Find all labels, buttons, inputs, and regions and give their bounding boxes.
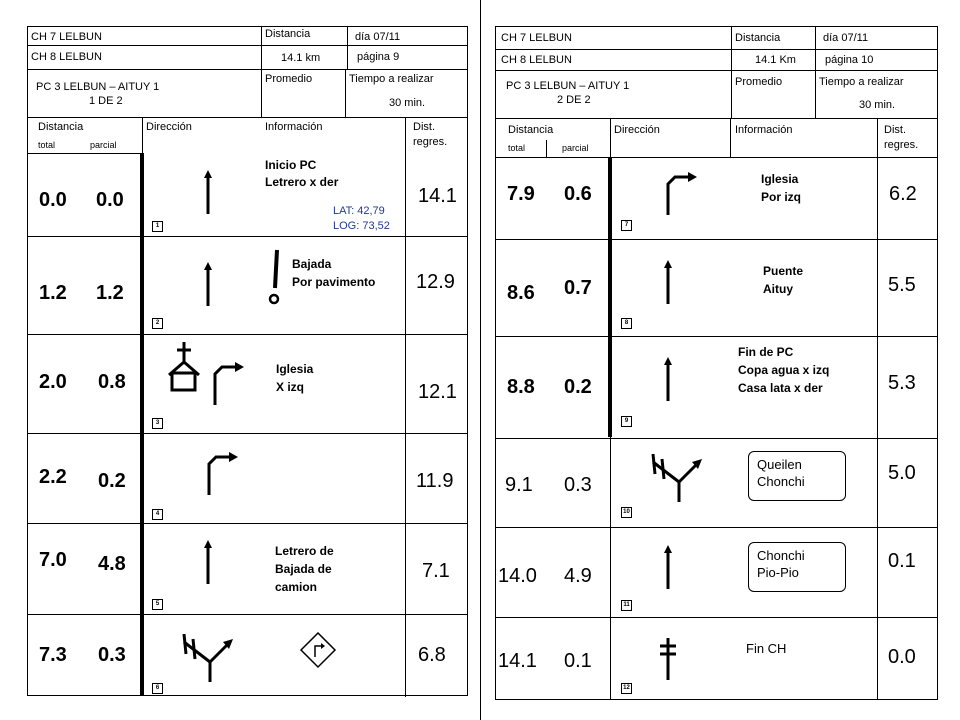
- dia-label: día 07/11: [823, 32, 869, 44]
- total-distance: 0.0: [39, 189, 67, 211]
- partial-distance: 0.2: [98, 470, 126, 492]
- info-line-2: Copa agua x izq: [738, 363, 830, 377]
- right-turn-arrow-icon: [659, 170, 699, 216]
- step-number: 6: [152, 683, 163, 694]
- step-number: 9: [621, 416, 632, 427]
- col-total: total: [38, 140, 56, 150]
- partial-distance: 0.8: [98, 371, 126, 393]
- total-distance: 7.9: [507, 183, 535, 205]
- tiempo-label: Tiempo a realizar: [819, 76, 904, 88]
- right-turn-arrow-icon: [200, 450, 240, 496]
- col-dist-regres: Dist.: [413, 121, 435, 133]
- straight-arrow-icon: [658, 545, 678, 590]
- col-total: total: [508, 143, 526, 153]
- distancia-label: Distancia: [735, 32, 781, 44]
- step-number: 4: [152, 509, 163, 520]
- partial-distance: 0.6: [564, 183, 592, 205]
- col-distancia: Distancia: [38, 121, 84, 133]
- distancia-label: Distancia: [265, 28, 311, 40]
- remaining-distance: 6.2: [889, 183, 917, 205]
- pc-page-count: 1 DE 2: [89, 95, 123, 107]
- promedio-label: Promedio: [265, 73, 313, 85]
- step-number: 2: [152, 318, 163, 329]
- remaining-distance: 11.9: [416, 470, 454, 492]
- col-informacion: Información: [265, 121, 323, 133]
- straight-arrow-icon: [198, 170, 218, 215]
- ch8-label: CH 8 LELBUN: [501, 54, 572, 66]
- straight-arrow-icon: [198, 540, 218, 585]
- pagina-label: página 10: [825, 54, 874, 66]
- promedio-label: Promedio: [735, 76, 783, 88]
- pc-title: PC 3 LELBUN – AITUY 1: [36, 81, 160, 93]
- distancia-value: 14.1 Km: [755, 54, 796, 66]
- step-number: 1: [152, 221, 163, 232]
- info-line-2: Letrero x der: [265, 175, 339, 189]
- info-line-2: Aituy: [763, 282, 793, 296]
- remaining-distance: 0.1: [888, 550, 916, 572]
- pagina-label: página 9: [357, 51, 400, 63]
- info-line-2: Por pavimento: [292, 275, 376, 289]
- info-line-1: Chonchi: [757, 548, 805, 563]
- tiempo-value: 30 min.: [859, 99, 896, 111]
- church-icon: [160, 342, 200, 394]
- fork-junction-icon: [645, 452, 707, 504]
- total-distance: 1.2: [39, 282, 67, 304]
- remaining-distance: 12.9: [416, 271, 455, 293]
- total-distance: 7.3: [39, 644, 67, 666]
- col-parcial: parcial: [90, 140, 117, 150]
- col-direccion: Dirección: [146, 121, 192, 133]
- step-number: 10: [621, 507, 632, 518]
- longitude: LOG: 73,52: [333, 220, 390, 232]
- info-line-1: Inicio PC: [265, 158, 317, 172]
- destination-sign: [748, 451, 846, 501]
- col-informacion: Información: [735, 124, 793, 136]
- step-number: 8: [621, 318, 632, 329]
- right-turn-arrow-icon: [206, 360, 246, 406]
- partial-distance: 0.0: [96, 189, 124, 211]
- info-line-2: Por izq: [761, 190, 802, 204]
- remaining-distance: 0.0: [888, 646, 916, 668]
- info-line-1: Puente: [763, 264, 804, 278]
- col-parcial: parcial: [562, 143, 589, 153]
- total-distance: 9.1: [505, 474, 533, 496]
- remaining-distance: 5.3: [888, 372, 916, 394]
- col-dist-regres-2: regres.: [413, 136, 448, 148]
- partial-distance: 4.9: [564, 565, 592, 587]
- info-line-1: Letrero de: [275, 544, 334, 558]
- total-distance: 8.8: [507, 376, 535, 398]
- caution-exclamation-icon: [266, 248, 286, 306]
- total-distance: 14.1: [498, 650, 537, 672]
- ch7-label: CH 7 LELBUN: [501, 32, 572, 44]
- info-line-2: X izq: [276, 380, 305, 394]
- fork-junction-icon: [176, 632, 238, 684]
- partial-distance: 0.3: [564, 474, 592, 496]
- col-direccion: Dirección: [614, 124, 660, 136]
- info-line-1: Fin CH: [746, 641, 787, 656]
- partial-distance: 0.3: [98, 644, 126, 666]
- partial-distance: 0.7: [564, 277, 592, 299]
- total-distance: 2.0: [39, 371, 67, 393]
- info-line-2: Bajada de: [275, 562, 332, 576]
- tiempo-label: Tiempo a realizar: [349, 73, 434, 85]
- remaining-distance: 7.1: [422, 560, 450, 582]
- partial-distance: 0.1: [564, 650, 592, 672]
- ch8-label: CH 8 LELBUN: [31, 51, 102, 63]
- total-distance: 14.0: [498, 565, 537, 587]
- straight-arrow-icon: [658, 357, 678, 402]
- step-number: 7: [621, 220, 632, 231]
- straight-arrow-icon: [198, 262, 218, 307]
- step-number: 5: [152, 599, 163, 610]
- info-line-1: Queilen: [757, 457, 802, 472]
- info-line-2: Pio-Pio: [757, 565, 799, 580]
- distancia-value: 14.1 km: [281, 52, 321, 64]
- remaining-distance: 5.0: [888, 462, 916, 484]
- col-distancia: Distancia: [508, 124, 554, 136]
- info-line-1: Fin de PC: [738, 345, 794, 359]
- remaining-distance: 6.8: [418, 644, 446, 666]
- partial-distance: 1.2: [96, 282, 124, 304]
- dia-label: día 07/11: [355, 31, 401, 43]
- destination-sign: [748, 542, 846, 592]
- info-line-3: Casa lata x der: [738, 381, 823, 395]
- straight-arrow-icon: [658, 260, 678, 305]
- finish-marker-icon: [655, 636, 683, 682]
- pc-title: PC 3 LELBUN – AITUY 1: [506, 80, 630, 92]
- col-dist-regres-2: regres.: [884, 139, 919, 151]
- total-distance: 2.2: [39, 466, 67, 488]
- page-divider: [480, 0, 481, 720]
- remaining-distance: 14.1: [418, 185, 457, 207]
- ch7-label: CH 7 LELBUN: [31, 31, 102, 43]
- info-line-1: Iglesia: [276, 362, 314, 376]
- total-distance: 8.6: [507, 282, 535, 304]
- info-line-3: camion: [275, 580, 318, 594]
- tiempo-value: 30 min.: [389, 97, 426, 109]
- total-distance: 7.0: [39, 549, 67, 571]
- remaining-distance: 12.1: [418, 381, 457, 403]
- step-number: 12: [621, 683, 632, 694]
- latitude: LAT: 42,79: [333, 205, 385, 217]
- partial-distance: 4.8: [98, 553, 126, 575]
- partial-distance: 0.2: [564, 376, 592, 398]
- info-line-1: Iglesia: [761, 172, 799, 186]
- remaining-distance: 5.5: [888, 274, 916, 296]
- step-number: 11: [621, 600, 632, 611]
- info-line-1: Bajada: [292, 257, 332, 271]
- turn-right-sign-icon: [300, 632, 336, 668]
- col-dist-regres: Dist.: [884, 124, 906, 136]
- info-line-2: Chonchi: [757, 474, 805, 489]
- pc-page-count: 2 DE 2: [557, 94, 591, 106]
- step-number: 3: [152, 418, 163, 429]
